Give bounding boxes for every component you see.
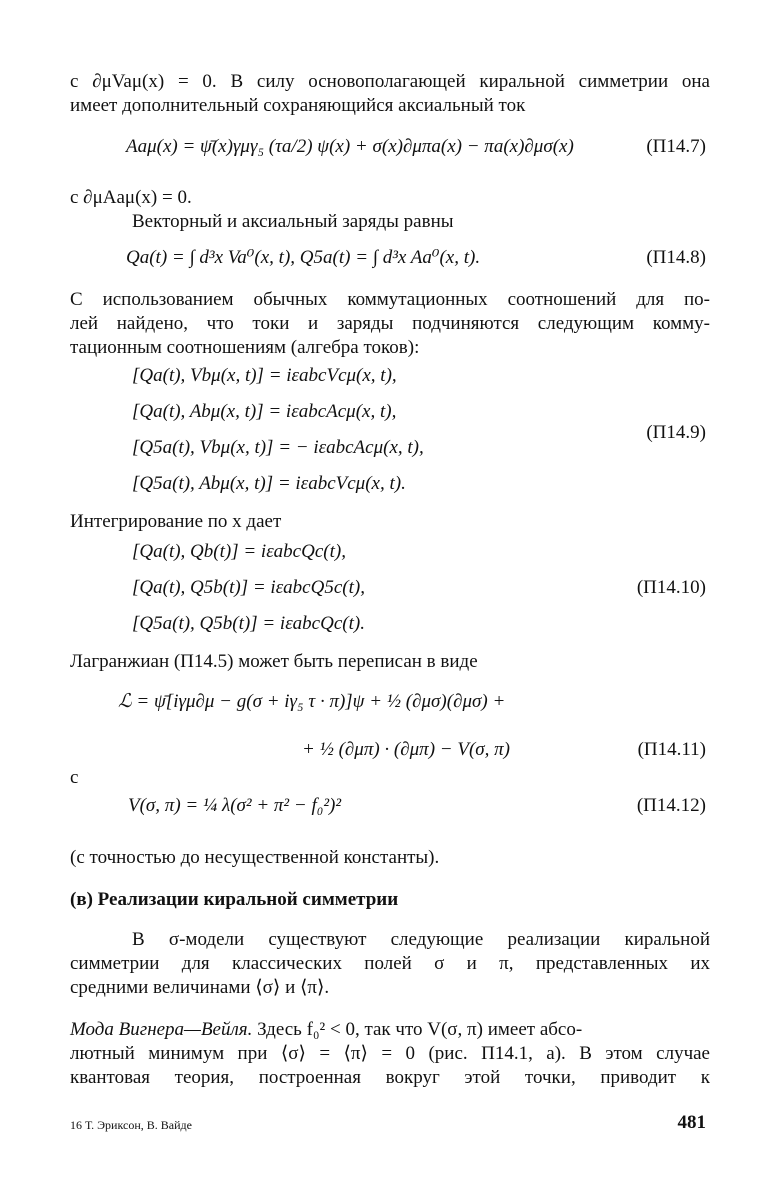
- equation-number: (П14.11): [637, 739, 706, 760]
- text-line: тационным соотношениям (алгебра токов):: [70, 337, 420, 358]
- text-line: Лагранжиан (П14.5) может быть переписан в виде: [70, 651, 478, 672]
- text-line: (с точностью до несущественной константы).: [70, 847, 440, 868]
- section-heading: (в) Реализации киральной симметрии: [70, 889, 399, 910]
- equation-p14-9-line1: [Qa(t), Vbμ(x, t)] = iεabcVcμ(x, t),: [132, 365, 397, 386]
- equation-p14-11-line2: + ½ (∂μπ) · (∂μπ) − V(σ, π): [302, 739, 510, 760]
- equation-number: (П14.8): [646, 247, 706, 268]
- equation-number: (П14.10): [636, 577, 706, 598]
- text-line: Интегрирование по x дает: [70, 511, 282, 532]
- equation-p14-12: V(σ, π) = ¼ λ(σ² + π² − f₀²)²: [128, 795, 342, 816]
- text-line: с: [70, 767, 79, 788]
- footer-text: 16 Т. Эриксон, В. Вайде: [70, 1118, 192, 1132]
- equation-number: (П14.12): [636, 795, 706, 816]
- equation-p14-8: Qa(t) = ∫ d³x Va⁰(x, t), Q5a(t) = ∫ d³x Aa⁰(x, t).: [126, 247, 481, 268]
- page-number: 481: [677, 1112, 706, 1133]
- equation-number: (П14.7): [646, 136, 706, 157]
- equation-p14-7: Aaμ(x) = ψ̄(x)γμγ₅ (τa/2) ψ(x) + σ(x)∂μπa(x) − πa(x)∂μσ(x): [126, 136, 574, 157]
- equation-p14-10-line1: [Qa(t), Qb(t)] = iεabcQc(t),: [132, 541, 346, 562]
- text-line: симметрии для классических полей σ и π, представленных их: [70, 953, 710, 974]
- text-span: Здесь f₀² < 0, так что V(σ, π) имеет абсо-: [252, 1019, 583, 1040]
- text-line: средними величинами ⟨σ⟩ и ⟨π⟩.: [70, 977, 330, 998]
- text-line: имеет дополнительный сохраняющийся аксиальный ток: [70, 95, 526, 116]
- equation-p14-9-line4: [Q5a(t), Abμ(x, t)] = iεabcVcμ(x, t).: [132, 473, 406, 494]
- text-line: [70, 1018, 710, 1042]
- text-line: лей найдено, что токи и заряды подчиняются следующим комму-: [70, 313, 710, 334]
- text-line: с ∂μAaμ(x) = 0.: [70, 187, 192, 208]
- text-line: Векторный и аксиальный заряды равны: [132, 211, 454, 232]
- equation-p14-10-line2: [Qa(t), Q5b(t)] = iεabcQ5c(t),: [132, 577, 365, 598]
- text-line: с ∂μVaμ(x) = 0. В силу основополагающей киральной симметрии она: [70, 71, 710, 92]
- text-line: С использованием обычных коммутационных соотношений для по-: [70, 289, 710, 310]
- equation-p14-11-line1: ℒ = ψ̄[iγμ∂μ − g(σ + iγ₅ τ · π)]ψ + ½ (∂μσ)(∂μσ) +: [118, 691, 506, 712]
- equation-number: (П14.9): [646, 422, 706, 443]
- equation-p14-10-line3: [Q5a(t), Q5b(t)] = iεabcQc(t).: [132, 613, 365, 634]
- text-line: В σ-модели существуют следующие реализации киральной: [132, 929, 710, 950]
- equation-p14-9-line2: [Qa(t), Abμ(x, t)] = iεabcAcμ(x, t),: [132, 401, 397, 422]
- equation-p14-9-line3: [Q5a(t), Vbμ(x, t)] = − iεabcAcμ(x, t),: [132, 437, 424, 458]
- text-line: лютный минимум при ⟨σ⟩ = ⟨π⟩ = 0 (рис. П14.1, a). В этом случае: [70, 1043, 710, 1064]
- text-line: квантовая теория, построенная вокруг этой точки, приводит к: [70, 1067, 710, 1088]
- italic-term: Мода Вигнера—Вейля.: [70, 1019, 253, 1040]
